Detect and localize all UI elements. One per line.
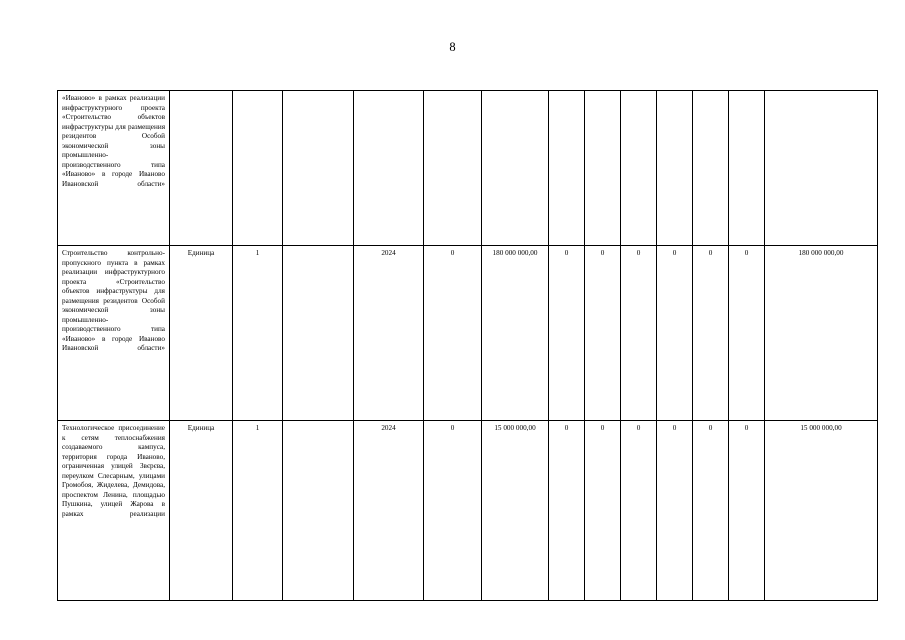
cell-value2 xyxy=(549,91,585,246)
table-row xyxy=(58,91,878,246)
table-row xyxy=(58,246,878,421)
cell-value7: 0 xyxy=(729,246,765,421)
cell-blank xyxy=(283,246,354,421)
cell-year: 2024 xyxy=(354,421,424,601)
cell-value4 xyxy=(621,91,657,246)
cell-year: 2024 xyxy=(354,246,424,421)
cell-value4: 0 xyxy=(621,246,657,421)
cell-value1 xyxy=(424,91,482,246)
cell-quantity xyxy=(233,91,283,246)
cell-year xyxy=(354,91,424,246)
page-number: 8 xyxy=(449,40,456,54)
cell-unit xyxy=(170,91,233,246)
cell-value1: 0 xyxy=(424,246,482,421)
cell-unit: Единица xyxy=(170,421,233,601)
cell-value5 xyxy=(657,91,693,246)
cell-value6 xyxy=(693,91,729,246)
table-row xyxy=(58,421,878,601)
cell-total: 180 000 000,00 xyxy=(765,246,878,421)
cell-value6: 0 xyxy=(693,246,729,421)
financial-table xyxy=(57,90,878,601)
cell-value3: 0 xyxy=(585,421,621,601)
cell-value5: 0 xyxy=(657,246,693,421)
cell-quantity: 1 xyxy=(233,421,283,601)
cell-total: 15 000 000,00 xyxy=(765,421,878,601)
financial-table-container xyxy=(57,90,877,601)
cell-value7 xyxy=(729,91,765,246)
cell-description: Технологическое присоединение к сетям теплоснабжения создаваемого кампуса, территория города Иваново, ограниченная улицей Звєрєва, переулком Слесарным, улицами Громобоя, Жиделева, Демидова, проспектом Ленина, площадью Пушкина, улицей Жарова в рамках реализации xyxy=(58,421,170,601)
cell-value2: 0 xyxy=(549,421,585,601)
cell-value7: 0 xyxy=(729,421,765,601)
cell-value5: 0 xyxy=(657,421,693,601)
cell-description: Строительство контрольно-пропускного пункта в рамках реализации инфраструктурного проекта «Строительство объектов инфраструктуры для размещения резидентов Особой экономической зоны промышленно-производственного типа «Иваново» в городе Иваново Ивановской области» xyxy=(58,246,170,421)
cell-unit: Единица xyxy=(170,246,233,421)
cell-value6: 0 xyxy=(693,421,729,601)
cell-blank xyxy=(283,91,354,246)
cell-value2: 0 xyxy=(549,246,585,421)
cell-description: «Иваново» в рамках реализации инфраструктурного проекта «Строительство объектов инфраструктуры для размещения резидентов Особой экономической зоны промышленно-производственного типа «Иваново» в городе Иваново Ивановской области» xyxy=(58,91,170,246)
cell-total xyxy=(765,91,878,246)
cell-value1: 0 xyxy=(424,421,482,601)
cell-blank xyxy=(283,421,354,601)
cell-amount: 180 000 000,00 xyxy=(482,246,549,421)
cell-amount xyxy=(482,91,549,246)
cell-value3: 0 xyxy=(585,246,621,421)
cell-value4: 0 xyxy=(621,421,657,601)
cell-amount: 15 000 000,00 xyxy=(482,421,549,601)
cell-value3 xyxy=(585,91,621,246)
cell-quantity: 1 xyxy=(233,246,283,421)
